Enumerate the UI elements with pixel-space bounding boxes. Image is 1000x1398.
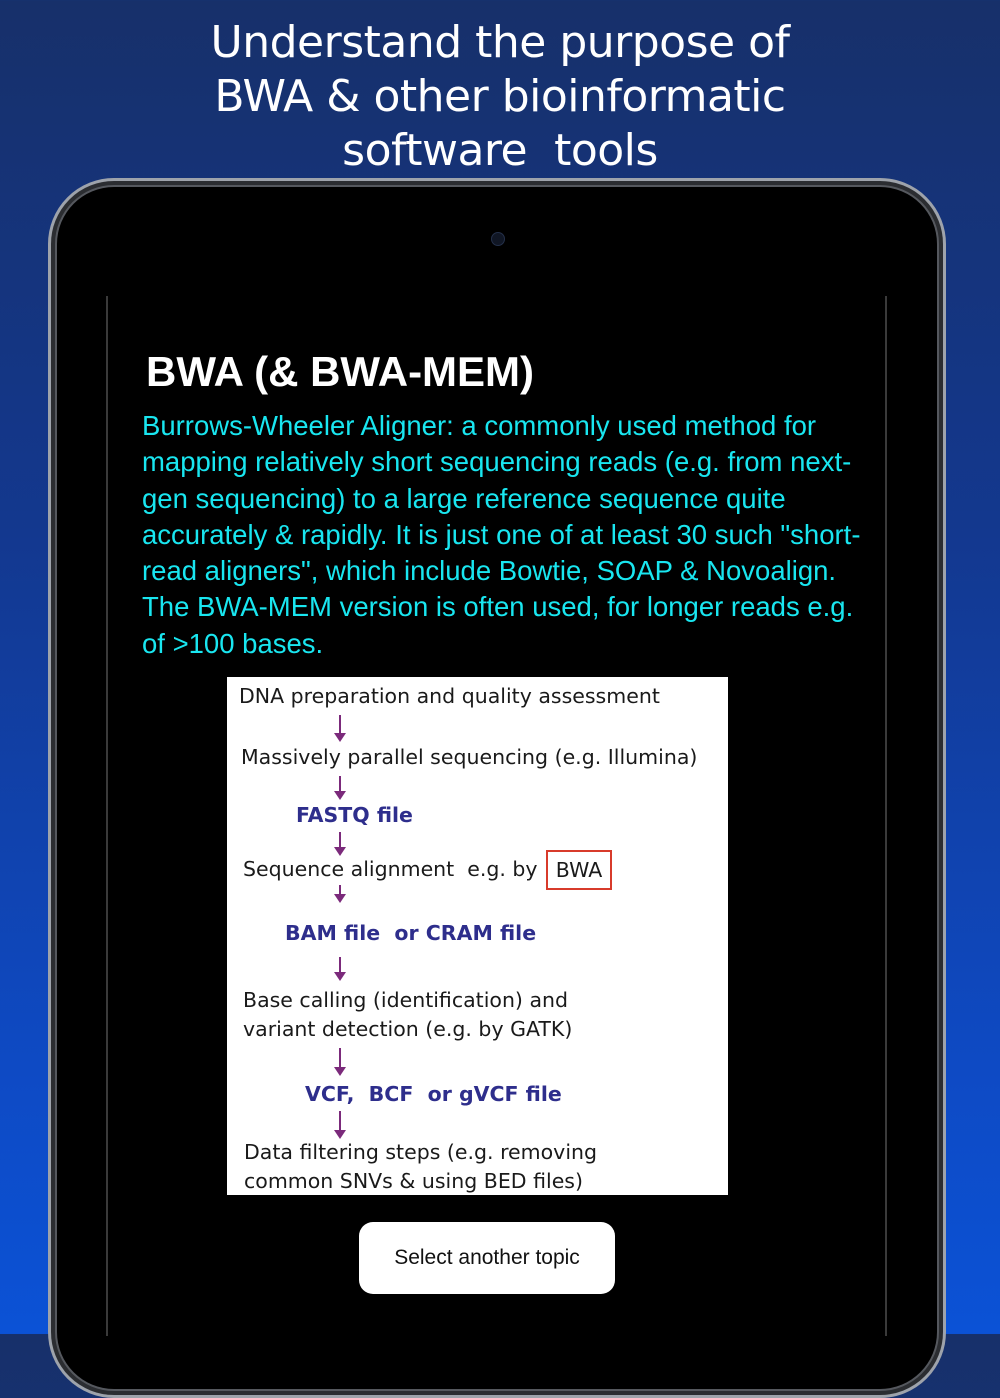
topic-title: BWA (& BWA-MEM) xyxy=(146,348,535,395)
workflow-step-alignment: Sequence alignment e.g. by xyxy=(243,857,538,881)
arrow-down-icon xyxy=(333,776,347,800)
arrow-down-icon xyxy=(333,957,347,981)
workflow-file-vcf: VCF, BCF or gVCF file xyxy=(305,1082,562,1106)
arrow-down-icon xyxy=(333,715,347,742)
workflow-step-base-calling-line-1: Base calling (identification) and xyxy=(243,988,569,1012)
workflow-diagram xyxy=(227,677,728,1195)
headline-line-3: software tools xyxy=(342,125,658,176)
headline-line-2: BWA & other bioinformatic xyxy=(214,71,786,122)
workflow-file-fastq: FASTQ file xyxy=(296,803,413,827)
workflow-step-sequencing: Massively parallel sequencing (e.g. Illumina) xyxy=(241,745,698,769)
workflow-step-filtering-line-2: common SNVs & using BED files) xyxy=(244,1169,583,1193)
arrow-down-icon xyxy=(333,885,347,903)
camera-icon xyxy=(491,232,505,246)
topic-description: Burrows-Wheeler Aligner: a commonly used method for mapping relatively short sequencing reads (e.g. from next-gen sequencing) to a large reference sequence quite accurately & rapidly. It is just one of at least 30 such "short-read aligners", which include Bowtie, SOAP & Novoalign. The BWA-MEM version is often used, for longer reads e.g. of >100 bases. xyxy=(142,410,861,659)
headline-line-1: Understand the purpose of xyxy=(210,17,790,68)
select-another-topic-button[interactable]: Select another topic xyxy=(359,1222,615,1294)
headline xyxy=(0,16,1000,178)
workflow-file-bam-cram: BAM file or CRAM file xyxy=(285,921,537,945)
screen-edge-right xyxy=(885,296,887,1336)
arrow-down-icon xyxy=(333,1111,347,1139)
workflow-step-filtering-line-1: Data filtering steps (e.g. removing xyxy=(244,1140,598,1164)
bwa-highlight-box: BWA xyxy=(546,850,612,890)
arrow-down-icon xyxy=(333,832,347,856)
workflow-step-base-calling-line-2: variant detection (e.g. by GATK) xyxy=(243,1017,573,1041)
workflow-step-dna-preparation: DNA preparation and quality assessment xyxy=(239,684,660,708)
screen-edge-left xyxy=(106,296,108,1336)
arrow-down-icon xyxy=(333,1048,347,1076)
